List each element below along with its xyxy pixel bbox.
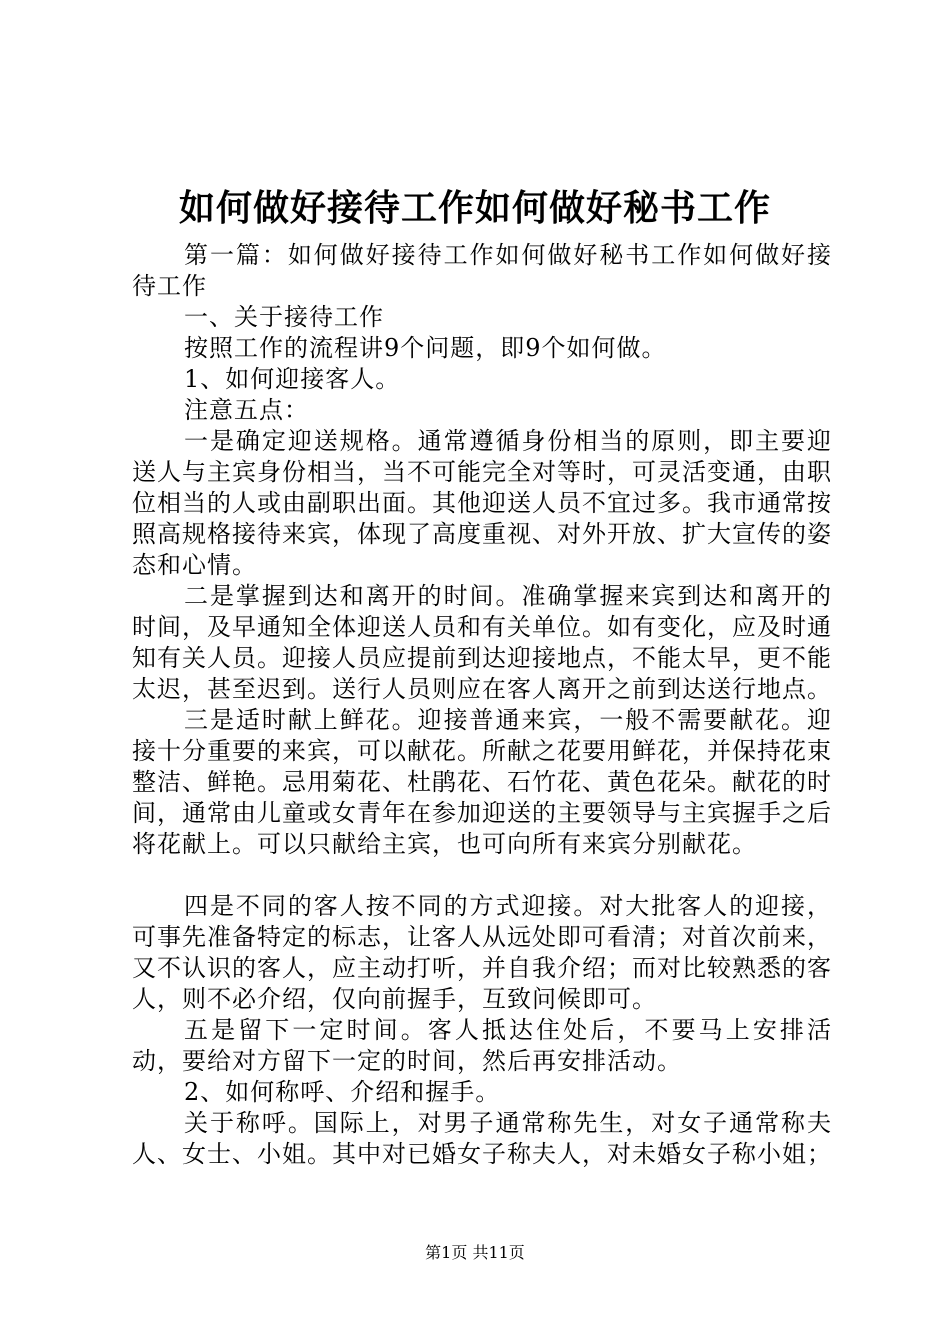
paragraph: 二是掌握到达和离开的时间。准确掌握来宾到达和离开的时间，及早通知全体迎送人员和有关单位。如有变化，应及时通知有关人员。迎接人员应提前到达迎接地点，不能太早，更不能太迟，甚至迟到。送行人员则应在客人离开之前到达送行地点。 [132,582,832,703]
paragraph: 四是不同的客人按不同的方式迎接。对大批客人的迎接，可事先准备特定的标志，让客人从远处即可看清；对首次前来，又不认识的客人，应主动打听，并自我介绍；而对比较熟悉的客人，则不必介绍，仅向前握手，互致问候即可。 [132,892,832,1013]
paragraph: 注意五点： [184,396,309,424]
paragraph: 关于称呼。国际上，对男子通常称先生，对女子通常称夫人、女士、小姐。其中对已婚女子称夫人，对未婚女子称小姐； [132,1109,832,1168]
paragraph: 第一篇：如何做好接待工作如何做好秘书工作如何做好接待工作 [132,241,832,300]
paragraph: 三是适时献上鲜花。迎接普通来宾，一般不需要献花。迎接十分重要的来宾，可以献花。所献之花要用鲜花，并保持花束整洁、鲜艳。忌用菊花、杜鹃花、石竹花、黄色花朵。献花的时间，通常由儿童或女青年在参加迎送的主要领导与主宾握手之后将花献上。可以只献给主宾，也可向所有来宾分别献花。 [132,706,832,858]
subsection-heading: 2、如何称呼、介绍和握手。 [184,1078,501,1106]
page-footer: 第1页 共11页 [425,1243,525,1262]
document-title: 如何做好接待工作如何做好秘书工作 [178,187,771,229]
section-heading: 一、关于接待工作 [184,303,384,331]
paragraph: 一是确定迎送规格。通常遵循身份相当的原则，即主要迎送人与主宾身份相当，当不可能完全对等时，可灵活变通，由职位相当的人或由副职出面。其他迎送人员不宜过多。我市通常按照高规格接待来宾，体现了高度重视、对外开放、扩大宣传的姿态和心情。 [132,427,832,579]
subsection-heading: 1、如何迎接客人。 [184,365,401,393]
paragraph: 按照工作的流程讲9个问题，即9个如何做。 [184,334,667,362]
document-body [132,240,832,1170]
paragraph: 五是留下一定时间。客人抵达住处后，不要马上安排活动，要给对方留下一定的时间，然后再安排活动。 [132,1016,832,1075]
